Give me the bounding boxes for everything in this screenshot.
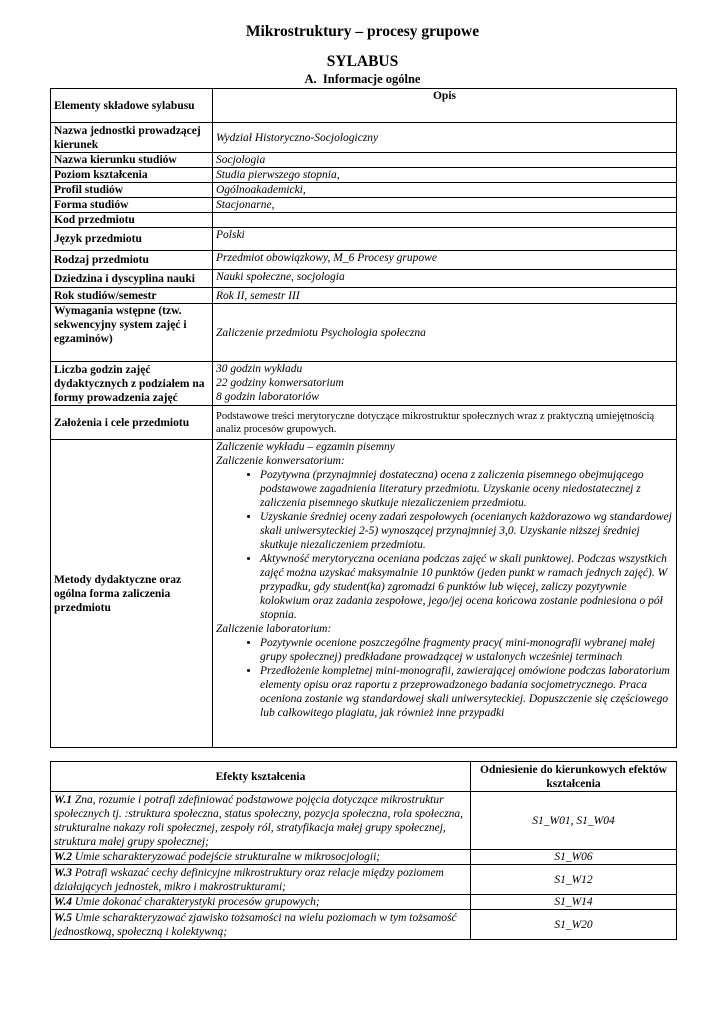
page-subtitle: SYLABUS (326, 53, 399, 70)
row-label: Forma studiów (51, 198, 213, 213)
table-row (51, 792, 677, 850)
row-value: Zaliczenie przedmiotu Psychologia społeczna (213, 304, 677, 362)
learning-outcomes-table (50, 761, 677, 940)
table-row (51, 910, 677, 940)
table-header-row (51, 89, 677, 123)
hours-row (51, 362, 677, 406)
outcome-text: Umie scharakteryzować zjawisko tożsamości na wielu poziomach w tym tożsamość jednostkową, społeczną i kolektywną; (54, 911, 457, 938)
row-label: Rok studiów/semestr (51, 288, 213, 304)
row-value: Stacjonarne, (213, 198, 677, 213)
lecture-credit: Zaliczenie wykładu – egzamin pisemny (216, 441, 395, 453)
table-row (51, 251, 677, 270)
list-item: • Pozytywnie ocenione poszczególne fragmenty pracy( mini-monografii wybranej małej grupy społecznej) predkładane prowadzącej w ustalonych wcześniej terminach (260, 636, 673, 664)
methods-label: Metody dydaktyczne oraz ogólna forma zaliczenia przedmiotu (51, 440, 213, 748)
row-label: Wymagania wstępne (tzw. sekwencyjny system zajęć i egzaminów) (51, 304, 213, 362)
row-label: Dziedzina i dyscyplina nauki (51, 270, 213, 288)
outcome-reference: S1_W12 (471, 865, 677, 895)
table-header-row (51, 762, 677, 792)
table-row (51, 865, 677, 895)
section-heading: A. Informacje ogólne (304, 72, 421, 86)
row-value (213, 213, 677, 228)
header-description: Opis (213, 89, 677, 123)
row-value: Polski (213, 228, 677, 251)
outcome-code: W.3 (54, 866, 72, 879)
row-label: Nazwa jednostki prowadzącej kierunek (51, 123, 213, 153)
row-value: Ogólnoakademicki, (213, 183, 677, 198)
row-value: Socjologia (213, 153, 677, 168)
header-outcomes: Efekty kształcenia (51, 762, 471, 792)
table-row (51, 168, 677, 183)
general-info-table (50, 88, 677, 748)
table-row (51, 228, 677, 251)
row-label: Kod przedmiotu (51, 213, 213, 228)
outcome-reference: S1_W06 (471, 850, 677, 865)
outcome-text: Umie scharakteryzować podejście strukturalne w mikrosocjologii; (74, 851, 381, 863)
hours-laboratory: 8 godzin laboratoriów (216, 391, 319, 403)
table-row (51, 198, 677, 213)
hours-label: Liczba godzin zajęć dydaktycznych z podziałem na formy prowadzenia zajęć (51, 362, 213, 406)
hours-conversatory: 22 godziny konwersatorium (216, 377, 344, 389)
conversatory-criteria-list (216, 468, 673, 622)
list-item: • Przedłożenie kompletnej mini-monografii, zawierającej omówione podczas laboratorium elementy opisu oraz raportu z przeprowadzonego badania socjometrycznego. Praca oceniona zostanie wg standardowej skali uniwersyteckiej. Dopuszczenie się częściowego lub całkowitego plagiatu, jak również inne przypadki (260, 664, 673, 720)
outcome-cell (51, 865, 471, 895)
conversatory-credit-heading: Zaliczenie konwersatorium: (216, 455, 345, 467)
outcome-code: W.1 (54, 793, 72, 806)
outcome-reference: S1_W14 (471, 895, 677, 910)
outcome-reference: S1_W01, S1_W04 (471, 792, 677, 850)
list-item: • Pozytywna (przynajmniej dostateczna) ocena z zaliczenia pisemnego obejmującego podstawowe zagadnienia literatury przedmiotu. Uzyskanie oceny niedostatecznej z zaliczenia pisemnego skutkuje niezaliczeniem przedmiotu. (260, 468, 673, 510)
row-label: Profil studiów (51, 183, 213, 198)
page-title: Mikrostruktury – procesy grupowe (245, 23, 480, 40)
row-value: Nauki społeczne, socjologia (213, 270, 677, 288)
row-value: Przedmiot obowiązkowy, M_6 Procesy grupowe (213, 251, 677, 270)
outcome-text: Umie dokonać charakterystyki procesów grupowych; (74, 896, 320, 908)
outcome-code: W.4 (54, 896, 72, 908)
row-value: Rok II, semestr III (213, 288, 677, 304)
outcome-cell (51, 895, 471, 910)
methods-value (213, 440, 677, 748)
table-row (51, 288, 677, 304)
table-row (51, 304, 677, 362)
table-row (51, 153, 677, 168)
goals-value: Podstawowe treści merytoryczne dotyczące mikrostruktur społecznych wraz z praktyczną umiejętnością analiz procesów grupowych. (213, 406, 677, 440)
outcome-cell (51, 792, 471, 850)
table-row (51, 123, 677, 153)
table-row (51, 213, 677, 228)
outcome-reference: S1_W20 (471, 910, 677, 940)
goals-label: Założenia i cele przedmiotu (51, 406, 213, 440)
row-label: Rodzaj przedmiotu (51, 251, 213, 270)
methods-row (51, 440, 677, 748)
row-value: Wydział Historyczno-Socjologiczny (213, 123, 677, 153)
goals-row (51, 406, 677, 440)
laboratory-credit-heading: Zaliczenie laboratorium: (216, 623, 332, 635)
laboratory-criteria-list (216, 636, 673, 720)
header-references: Odniesienie do kierunkowych efektów kształcenia (471, 762, 677, 792)
header-elements: Elementy składowe sylabusu (51, 89, 213, 123)
outcome-code: W.5 (54, 911, 72, 924)
table-row (51, 850, 677, 865)
hours-value (213, 362, 677, 406)
outcome-cell (51, 910, 471, 940)
list-item: • Aktywność merytoryczna oceniana podczas zajęć w skali punktowej. Podczas wszystkich zajęć można uzyskać maksymalnie 10 punktów (jeden punkt w ramach jednych zajęć). W przypadku, gdy student(ka) zgromadzi 6 punktów lub więcej, zaliczy pozytywnie kolokwium oraz zadania zespołowe, jego/jej ocena końcowa zostanie podniesiona o pół stopnia. (260, 552, 673, 622)
table-row (51, 183, 677, 198)
outcome-text: Zna, rozumie i potrafi zdefiniować podstawowe pojęcia dotyczące mikrostruktur społecznych tj. :struktura społeczna, status społeczny, pozycja społeczna, rola społeczna, strukturalne nakazy roli społecznej, zespoły ról, stratyfikacja małej grupy społecznej, struktura małej grupy społecznej; (54, 793, 464, 848)
list-item: • Uzyskanie średniej oceny zadań zespołowych (ocenianych każdorazowo wg standardowej skali uniwersyteckiej 2-5) wynoszącej przynajmniej 3,0. Uzyskanie niższej średniej skutkuje niezaliczeniem przedmiotu. (260, 510, 673, 552)
row-value: Studia pierwszego stopnia, (213, 168, 677, 183)
outcome-text: Potrafi wskazać cechy definicyjne mikrostruktury oraz relacje między poziomem działających jednostek, mikro i makrostrukturami; (54, 866, 444, 893)
outcome-cell (51, 850, 471, 865)
table-row (51, 270, 677, 288)
outcome-code: W.2 (54, 851, 72, 863)
row-label: Język przedmiotu (51, 228, 213, 251)
hours-lecture: 30 godzin wykładu (216, 363, 303, 375)
row-label: Poziom kształcenia (51, 168, 213, 183)
table-row (51, 895, 677, 910)
row-label: Nazwa kierunku studiów (51, 153, 213, 168)
